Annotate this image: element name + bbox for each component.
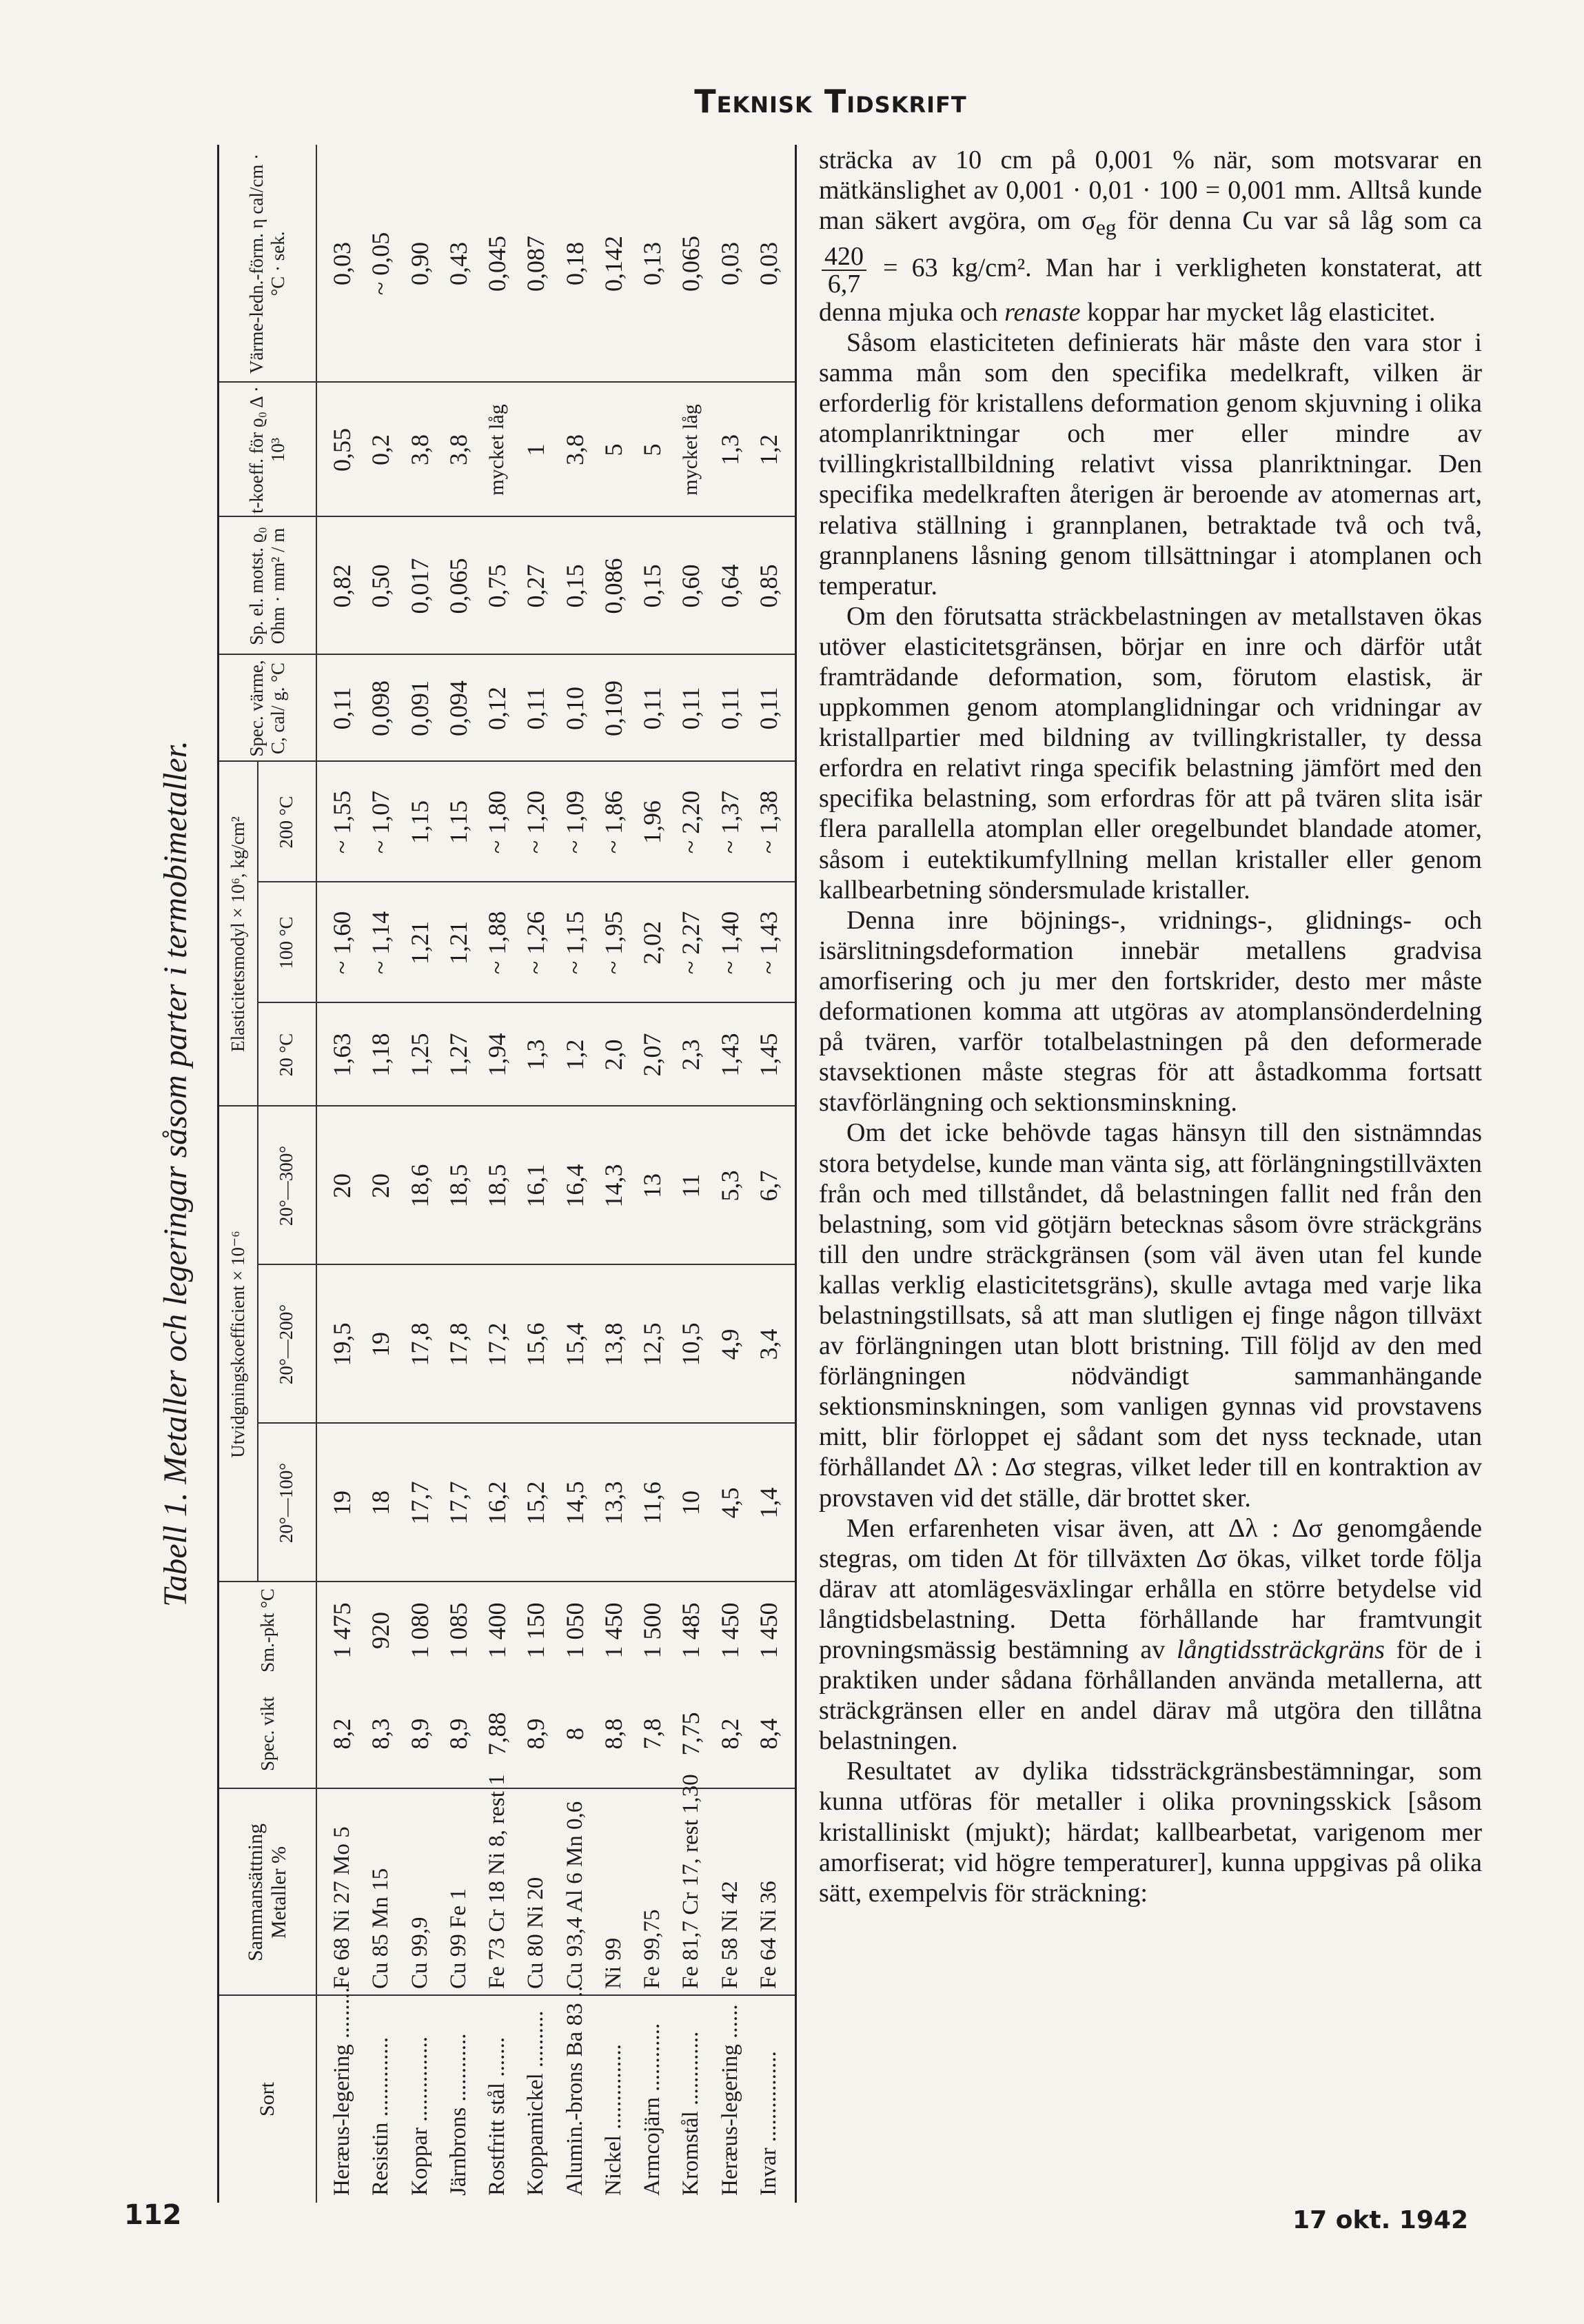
table-cell-vikt: 8,2 bbox=[328, 1718, 356, 1750]
table-cell-u1: 18 bbox=[367, 1491, 395, 1515]
table-cell-sm: 1 080 bbox=[405, 1602, 434, 1659]
table-cell-k: ~ 0,05 bbox=[367, 232, 395, 296]
table-cell-sort: Heræus-legering ......... bbox=[329, 1987, 355, 2196]
table-cell-u3: 20 bbox=[367, 1173, 395, 1198]
table-cell-u3: 18,5 bbox=[444, 1164, 472, 1208]
table-cell-t: 3,8 bbox=[560, 434, 589, 465]
table-cell-vikt: 8,9 bbox=[444, 1718, 472, 1750]
table-cell-r: 0,82 bbox=[328, 564, 356, 608]
table-cell-c: 0,11 bbox=[328, 687, 356, 730]
table-cell-u3: 11 bbox=[677, 1173, 705, 1198]
header-utv1: 20°—100° bbox=[276, 1462, 296, 1544]
data-table-area bbox=[145, 145, 793, 2203]
table-cell-r: 0,086 bbox=[599, 558, 627, 614]
table-cell-e2: 1,21 bbox=[405, 921, 434, 964]
table-cell-u2: 12,5 bbox=[638, 1322, 667, 1366]
table-cell-sort: Järnbrons ............ bbox=[445, 2033, 471, 2196]
table-cell-u2: 15,4 bbox=[560, 1322, 589, 1366]
table-cell-u2: 3,4 bbox=[754, 1328, 782, 1360]
table-cell-k: 0,03 bbox=[715, 242, 744, 285]
table-cell-sort: Rostfritt stål ....... bbox=[485, 2037, 510, 2196]
table-cell-vikt: 8,3 bbox=[367, 1718, 395, 1750]
table-cell-u1: 15,2 bbox=[522, 1481, 550, 1525]
table-cell-e2: ~ 1,40 bbox=[715, 911, 744, 975]
table-cell-e1: 2,07 bbox=[638, 1033, 667, 1077]
table-cell-r: 0,60 bbox=[677, 564, 705, 608]
table-cell-e2: ~ 1,14 bbox=[367, 911, 395, 975]
table-cell-k: 0,065 bbox=[677, 236, 705, 292]
table-cell-sort: Resistin .............. bbox=[368, 2037, 394, 2196]
table-cell-c: 0,10 bbox=[560, 687, 589, 730]
table-cell-k: 0,18 bbox=[560, 242, 589, 285]
table-cell-u3: 20 bbox=[328, 1173, 356, 1198]
table-cell-e2: 2,02 bbox=[638, 921, 667, 964]
table-caption: Tabell 1. Metaller och legeringar såsom parter i termobimetaller. bbox=[157, 740, 194, 1607]
table-cell-vikt: 8,4 bbox=[754, 1718, 782, 1750]
table-cell-e1: 2,3 bbox=[677, 1039, 705, 1071]
table-cell-e1: 1,18 bbox=[367, 1033, 395, 1077]
table-cell-sort: Koppar ............... bbox=[407, 2037, 432, 2196]
table-cell-k: 0,03 bbox=[754, 242, 782, 285]
table-cell-u1: 13,3 bbox=[599, 1481, 627, 1525]
table-cell-samm: Fe 68 Ni 27 Mo 5 bbox=[329, 1826, 355, 1989]
header-motst: Sp. el. motst. ϱ₀ Ohm · mm² / m bbox=[246, 527, 288, 645]
table-cell-samm: Fe 58 Ni 42 bbox=[717, 1881, 742, 1989]
table-cell-sm: 1 500 bbox=[638, 1602, 667, 1659]
paragraph-2: Såsom elasticiteten definierats här måste den vara stor i samma mån som den specifika medelkraft, vilken är erforderlig för kristallens deformation genom skjuvning i olika atomplanriktningar och mer eller mindre av tvillingkristallbildning relativt vissa planriktningar. Den specifika medelkraften återigen är beroende av atomernas art, relativa ställning i grannplanen, betraktade två och två, grannplanens låsning genom tillsättningar i atomplanen och temperatur. bbox=[819, 327, 1482, 600]
p1-text-c: = 63 kg/cm². Man har i verkligheten konstaterat, att denna mjuka och bbox=[819, 253, 1482, 327]
table-cell-t: 0,2 bbox=[367, 434, 395, 465]
table-cell-samm: Cu 85 Mn 15 bbox=[368, 1868, 394, 1989]
table-cell-t: mycket låg bbox=[679, 404, 702, 496]
table-cell-samm: Cu 80 Ni 20 bbox=[523, 1877, 549, 1989]
table-cell-sm: 1 400 bbox=[483, 1602, 511, 1659]
header-rule bbox=[316, 145, 317, 2203]
body-text bbox=[819, 145, 1482, 1908]
fraction bbox=[822, 243, 866, 297]
table-cell-samm: Cu 99,9 bbox=[407, 1917, 432, 1989]
table-cell-sm: 1 485 bbox=[677, 1602, 705, 1659]
table-cell-r: 0,27 bbox=[522, 564, 550, 608]
paragraph-3: Om den förutsatta sträckbelastningen av metallstaven ökas utöver elasticitetsgränsen, börjar en inre och därför utåt framträdande deformation, som, förutom elastisk, är uppkommen genom atomplanglidningar och vridningar av kristallpartier med bildning av tvillingkristaller, ty dessa erfordra en relativt ringa specifik belastning jämfört med den specifika belastning, som erfordras för att på tvären slita isär flera parallella atomplan eller oregelbundet blandade atomer, såsom i eutektikumfyllning mellan kristaller eller genom kallbearbetning söndersmulade kristaller. bbox=[819, 601, 1482, 905]
table-cell-e3: ~ 1,86 bbox=[599, 790, 627, 854]
table-cell-k: 0,03 bbox=[328, 242, 356, 285]
table-cell-e3: ~ 2,20 bbox=[677, 790, 705, 854]
table-cell-vikt: 8 bbox=[560, 1728, 589, 1740]
table-cell-t: 5 bbox=[638, 443, 667, 456]
table-cell-t: 0,55 bbox=[328, 428, 356, 472]
table-cell-u3: 16,1 bbox=[522, 1164, 550, 1208]
table-cell-sm: 1 050 bbox=[560, 1602, 589, 1659]
table-cell-k: 0,087 bbox=[522, 236, 550, 292]
header-vikt: Spec. vikt bbox=[256, 1697, 278, 1771]
table-cell-k: 0,045 bbox=[483, 236, 511, 292]
table-cell-samm: Cu 93,4 Al 6 Mn 0,6 bbox=[562, 1801, 587, 1989]
table-cell-u1: 11,6 bbox=[638, 1482, 667, 1524]
header-utv3: 20°—300° bbox=[276, 1145, 296, 1226]
table-cell-e2: ~ 1,95 bbox=[599, 911, 627, 975]
table-cell-t: 3,8 bbox=[405, 434, 434, 465]
table-cell-e3: ~ 1,09 bbox=[560, 790, 589, 854]
table-cell-e3: 1,15 bbox=[405, 800, 434, 844]
table-cell-sort: Heræus-legering ...... bbox=[717, 2004, 742, 2196]
table-cell-e2: ~ 1,88 bbox=[483, 911, 511, 975]
header-el1: 20 °C bbox=[276, 1033, 296, 1077]
table-cell-c: 0,11 bbox=[715, 687, 744, 730]
paragraph-4: Denna inre böjnings-, vridnings-, glidnings- och isärslitningsdeformation innebär metallens gradvisa amorfisering och ju mer den fortskrider, desto mer måste deformationen komma att utgöras av atomplansönderdelning på tvären, varför totalbelastningen på den deformerade stavsektionen måste stegras för att åstadkomma fortsatt stavförlängning och sektionsminskning. bbox=[819, 905, 1482, 1118]
table-cell-e1: 1,63 bbox=[328, 1033, 356, 1077]
table-cell-e2: 1,21 bbox=[444, 921, 472, 964]
table-cell-sort: Alumin.-brons Ba 83 .. bbox=[562, 1985, 587, 2196]
table-cell-u1: 1,4 bbox=[754, 1487, 782, 1519]
table-cell-vikt: 8,8 bbox=[599, 1718, 627, 1750]
p6-emphasis: långtidssträckgräns bbox=[1176, 1635, 1385, 1664]
table-cell-u3: 18,6 bbox=[405, 1164, 434, 1208]
table-cell-u2: 19 bbox=[367, 1332, 395, 1357]
fraction-numerator: 420 bbox=[822, 243, 866, 271]
p6-text: Men erfarenheten visar även, att Δλ : Δσ genomgående stegras, om tiden Δt för tillväxten Δσ ökas, vilket torde följa därav att atomlägesväxlingar erhålla en större betydelse vid långtidsbelastning. Detta förhållande har framtvungit provningsmässig bestämning av bbox=[819, 1513, 1482, 1664]
table-cell-t: mycket låg bbox=[485, 404, 509, 496]
page-number: 112 bbox=[124, 2199, 182, 2231]
table-cell-samm: Fe 81,7 Cr 17, rest 1,30 bbox=[678, 1774, 704, 1989]
table-cell-u1: 16,2 bbox=[483, 1481, 511, 1525]
table-cell-samm: Cu 99 Fe 1 bbox=[445, 1888, 471, 1989]
table-cell-u2: 4,9 bbox=[715, 1328, 744, 1360]
table-cell-e1: 1,2 bbox=[560, 1039, 589, 1071]
table-cell-e3: ~ 1,38 bbox=[754, 790, 782, 854]
header-tkoeff: t-koeff. för ϱ₀ Δ · 10³ bbox=[246, 386, 288, 514]
table-cell-c: 0,094 bbox=[444, 680, 472, 736]
table-cell-sm: 1 450 bbox=[754, 1602, 782, 1659]
table-cell-u1: 10 bbox=[677, 1491, 705, 1515]
table-cell-u3: 18,5 bbox=[483, 1164, 511, 1208]
header-utv: Utvidgningskoefficient × 10⁻⁶ bbox=[227, 1231, 248, 1458]
table-cell-e3: 1,15 bbox=[444, 800, 472, 844]
header-el3: 200 °C bbox=[276, 796, 296, 849]
table-cell-t: 3,8 bbox=[444, 434, 472, 465]
table-cell-c: 0,11 bbox=[677, 687, 705, 730]
table-cell-c: 0,12 bbox=[483, 687, 511, 730]
paragraph-1 bbox=[819, 145, 1482, 327]
table-cell-u2: 17,8 bbox=[444, 1322, 472, 1366]
table-cell-sort: Koppamickel .......... bbox=[523, 2010, 549, 2196]
header-utv2: 20°—200° bbox=[276, 1304, 296, 1385]
table-cell-r: 0,15 bbox=[638, 564, 667, 608]
table-cell-c: 0,11 bbox=[522, 687, 550, 730]
p6-text-b: för de i praktiken under sådana förhållanden använda metallerna, att sträckgränsen eller en andel därav må utgöra den tillåtna belastningen. bbox=[819, 1635, 1482, 1756]
table-cell-u2: 13,8 bbox=[599, 1322, 627, 1366]
table-cell-u3: 13 bbox=[638, 1173, 667, 1198]
table-cell-samm: Fe 99,75 bbox=[640, 1909, 665, 1989]
table-cell-u2: 19,5 bbox=[328, 1322, 356, 1366]
table-cell-sm: 1 475 bbox=[328, 1602, 356, 1659]
issue-date: 17 okt. 1942 bbox=[1292, 2206, 1468, 2234]
table-cell-sm: 1 150 bbox=[522, 1602, 550, 1659]
p1-emphasis: renaste bbox=[1004, 297, 1081, 327]
table-cell-e1: 1,3 bbox=[522, 1039, 550, 1071]
table-cell-e2: ~ 2,27 bbox=[677, 911, 705, 975]
table-cell-u3: 5,3 bbox=[715, 1170, 744, 1202]
table-cell-r: 0,017 bbox=[405, 558, 434, 614]
table-cell-u3: 6,7 bbox=[754, 1170, 782, 1202]
table-cell-k: 0,90 bbox=[405, 242, 434, 285]
table-cell-e3: ~ 1,80 bbox=[483, 790, 511, 854]
table-cell-vikt: 7,8 bbox=[638, 1718, 667, 1750]
header-sm: Sm.-pkt °C bbox=[256, 1588, 278, 1673]
header-sort: Sort bbox=[256, 2082, 278, 2117]
table-cell-vikt: 7,75 bbox=[677, 1712, 705, 1756]
table-cell-t: 1,2 bbox=[754, 434, 782, 465]
table-cell-k: 0,13 bbox=[638, 242, 667, 285]
table-cell-vikt: 8,9 bbox=[522, 1718, 550, 1750]
sigma-subscript: eg bbox=[1095, 215, 1117, 240]
table-cell-t: 1,3 bbox=[715, 434, 744, 465]
table-cell-c: 0,11 bbox=[754, 687, 782, 730]
header-varme: Spec. värme, C, cal/ g. °C bbox=[246, 660, 288, 757]
table-cell-u1: 17,7 bbox=[444, 1481, 472, 1525]
table-cell-sm: 1 450 bbox=[715, 1602, 744, 1659]
table-cell-e2: ~ 1,60 bbox=[328, 911, 356, 975]
journal-header: Teknisk Tidskrift bbox=[694, 83, 967, 120]
table-cell-u3: 14,3 bbox=[599, 1164, 627, 1208]
table-cell-e3: ~ 1,37 bbox=[715, 790, 744, 854]
table-cell-u2: 17,2 bbox=[483, 1322, 511, 1366]
table-cell-r: 0,75 bbox=[483, 564, 511, 608]
table-cell-e3: ~ 1,55 bbox=[328, 790, 356, 854]
table-cell-e3: ~ 1,20 bbox=[522, 790, 550, 854]
table-cell-u3: 16,4 bbox=[560, 1164, 589, 1208]
table-cell-c: 0,11 bbox=[638, 687, 667, 730]
table-cell-c: 0,109 bbox=[599, 680, 627, 736]
table-cell-u1: 19 bbox=[328, 1491, 356, 1515]
table-cell-sort: Invar ................ bbox=[755, 2051, 781, 2196]
table-cell-r: 0,50 bbox=[367, 564, 395, 608]
table-cell-u2: 15,6 bbox=[522, 1322, 550, 1366]
table-cell-c: 0,098 bbox=[367, 680, 395, 736]
table-cell-r: 0,15 bbox=[560, 564, 589, 608]
table-grid bbox=[217, 145, 797, 2203]
paragraph-7: Resultatet av dylika tidssträckgränsbestämningar, som kunna utföras för metaller i olika provningsskick [såsom kristalliniskt (mjukt); härdat; kallbearbetat, varigenom mer amorfiserat; vid högre temperaturer], kunna uppgivas på olika sätt, exempelvis för sträckning: bbox=[819, 1757, 1482, 1908]
table-cell-sm: 1 450 bbox=[599, 1602, 627, 1659]
table-cell-sort: Kromstål ............. bbox=[678, 2031, 704, 2196]
table-cell-vikt: 8,2 bbox=[715, 1718, 744, 1750]
table-cell-vikt: 8,9 bbox=[405, 1718, 434, 1750]
header-ledn: Värme-ledn.-förm. η cal/cm · °C · sek. bbox=[246, 153, 288, 374]
table-cell-u1: 14,5 bbox=[560, 1481, 589, 1525]
header-samm: Sammansättning Metaller % bbox=[244, 1823, 290, 1961]
table-cell-k: 0,142 bbox=[599, 236, 627, 292]
p1-text: sträcka av 10 cm på 0,001 % när, som motsvarar en mätkänslighet av 0,001 · 0,01 · 100 = 0,001 mm. Alltså kunde man säkert avgöra, om σ bbox=[819, 145, 1482, 236]
table-cell-e3: ~ 1,07 bbox=[367, 790, 395, 854]
table-cell-r: 0,64 bbox=[715, 564, 744, 608]
header-el: Elasticitetsmodyl × 10⁶, kg/cm² bbox=[227, 816, 248, 1052]
table-cell-e1: 1,43 bbox=[715, 1033, 744, 1077]
rotated-table bbox=[145, 145, 793, 2203]
table-cell-e3: 1,96 bbox=[638, 800, 667, 844]
table-cell-sort: Nickel ............... bbox=[600, 2044, 626, 2196]
table-cell-e1: 1,27 bbox=[444, 1033, 472, 1077]
table-cell-samm: Ni 99 bbox=[600, 1937, 626, 1989]
table-cell-sm: 920 bbox=[367, 1612, 395, 1649]
table-cell-u1: 17,7 bbox=[405, 1481, 434, 1525]
table-cell-samm: Fe 73 Cr 18 Ni 8, rest 1 bbox=[485, 1774, 510, 1989]
p1-text-d: koppar har mycket låg elasticitet. bbox=[1080, 297, 1436, 327]
p1-text-b: för denna Cu var så låg som ca bbox=[1116, 206, 1482, 236]
table-cell-e2: ~ 1,43 bbox=[754, 911, 782, 975]
table-cell-e2: ~ 1,15 bbox=[560, 911, 589, 975]
table-cell-t: 5 bbox=[599, 443, 627, 456]
table-cell-u1: 4,5 bbox=[715, 1487, 744, 1519]
table-cell-e1: 1,45 bbox=[754, 1033, 782, 1077]
table-cell-vikt: 7,88 bbox=[483, 1712, 511, 1756]
header-el2: 100 °C bbox=[276, 916, 296, 969]
table-cell-e2: ~ 1,26 bbox=[522, 911, 550, 975]
table-cell-e1: 1,25 bbox=[405, 1033, 434, 1077]
table-cell-u2: 17,8 bbox=[405, 1322, 434, 1366]
paragraph-6 bbox=[819, 1513, 1482, 1757]
table-cell-k: 0,43 bbox=[444, 242, 472, 285]
table-cell-r: 0,85 bbox=[754, 564, 782, 608]
table-cell-sm: 1 085 bbox=[444, 1602, 472, 1659]
table-cell-e1: 2,0 bbox=[599, 1039, 627, 1071]
fraction-denominator: 6,7 bbox=[827, 269, 861, 299]
table-cell-sort: Armcojärn ............ bbox=[640, 2023, 665, 2196]
table-cell-u2: 10,5 bbox=[677, 1322, 705, 1366]
table-cell-c: 0,091 bbox=[405, 680, 434, 736]
paragraph-5: Om det icke behövde tagas hänsyn till den sistnämndas stora betydelse, kunde man vänta sig, att förlängningstillväxten från och med tillståndet, då belastningen fallit ned från den belastning, som vid götjärn betecknas såsom övre sträckgräns till den undre sträckgränsen (som väl även utan fel kunde kallas verklig elasticitetsgräns), skulle avtaga med varje lika belastningstillsats, så att man slutligen ej finge någon tillväxt av förlängningen utan blott bristning. Till följd av den med förlängningen nödvändigt sammanhängande sektionsminskningen, som vanligen gynnas vid provstavens mitt, blir förloppet ej sådant som det nyss tecknade, utan förhållandet Δλ : Δσ stegras, vilket leder till en kontraktion av provstaven vid det ställe, där brottet sker. bbox=[819, 1118, 1482, 1513]
table-cell-r: 0,065 bbox=[444, 558, 472, 614]
table-cell-e1: 1,94 bbox=[483, 1033, 511, 1077]
table-cell-samm: Fe 64 Ni 36 bbox=[755, 1881, 781, 1989]
table-cell-t: 1 bbox=[522, 443, 550, 456]
